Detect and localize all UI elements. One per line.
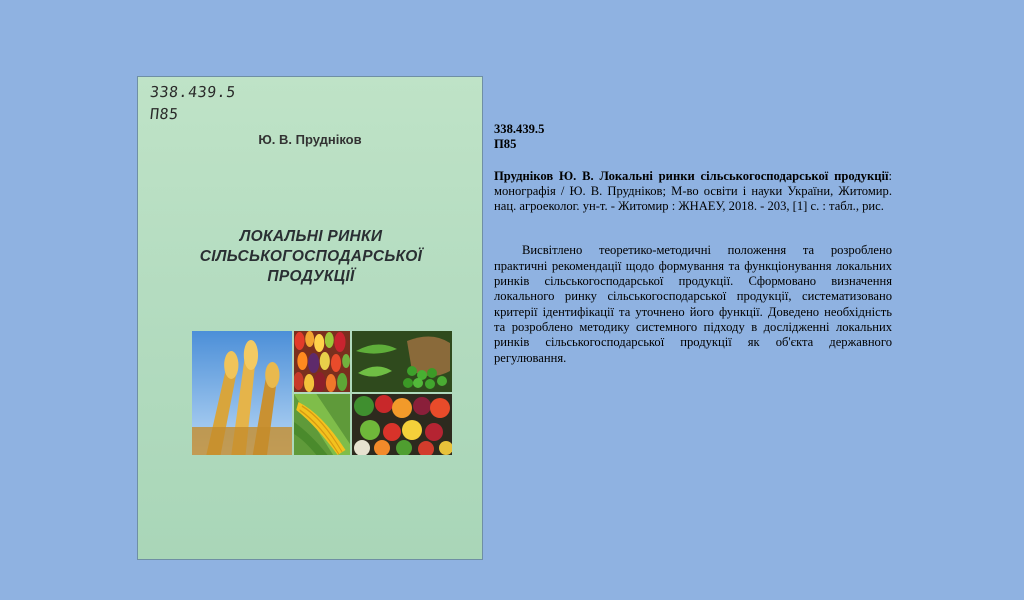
bibliographic-description	[494, 169, 892, 215]
vegetables-photo	[352, 394, 452, 455]
udc-code: 338.439.5	[494, 122, 545, 136]
bib-title: Прудніков Ю. В. Локальні ринки сільськогосподарської продукції	[494, 168, 889, 183]
fruits-photo	[294, 331, 350, 392]
corn-photo	[294, 394, 350, 455]
book-cover	[137, 76, 483, 560]
cover-title-line: СІЛЬСЬКОГОСПОДАРСЬКОЇ	[199, 248, 423, 265]
catalog-record	[494, 122, 892, 366]
handwritten-author-mark: П85	[149, 105, 180, 123]
cover-title-line: ПРОДУКЦІЇ	[267, 268, 355, 285]
cover-title	[168, 227, 454, 287]
green-peas-photo	[352, 331, 452, 392]
cover-title-line: ЛОКАЛЬНІ РИНКИ	[239, 228, 383, 245]
handwritten-udc: 338.439.5	[149, 83, 237, 101]
abstract: Висвітлено теоретико-методичні положення та розроблено практичні рекомендації щодо формування та функціонування локальних ринків сільськогосподарської продукції. Сформовано визначення локального ринку сільськогосподарської продукції, систематизовано критерії ідентифікації та уточнено його функції. Доведено необхідність та розроблено методику системного підходу в дослідженні локальних ринків сільськогосподарської продукції як об'єкта державного регулювання.	[494, 243, 892, 365]
wheat-photo	[192, 331, 292, 455]
bib-details: : монографія / Ю. В. Прудніков; М-во освіти і науки України, Житомир. нац. агроеколог. ун-т. - Житомир : ЖНАЕУ, 2018. - 203, [1] с. : табл., рис.	[494, 168, 892, 214]
author-mark: П85	[494, 137, 517, 152]
cover-photo-collage	[192, 331, 450, 455]
cover-author: Ю. В. Прудніков	[258, 132, 362, 147]
